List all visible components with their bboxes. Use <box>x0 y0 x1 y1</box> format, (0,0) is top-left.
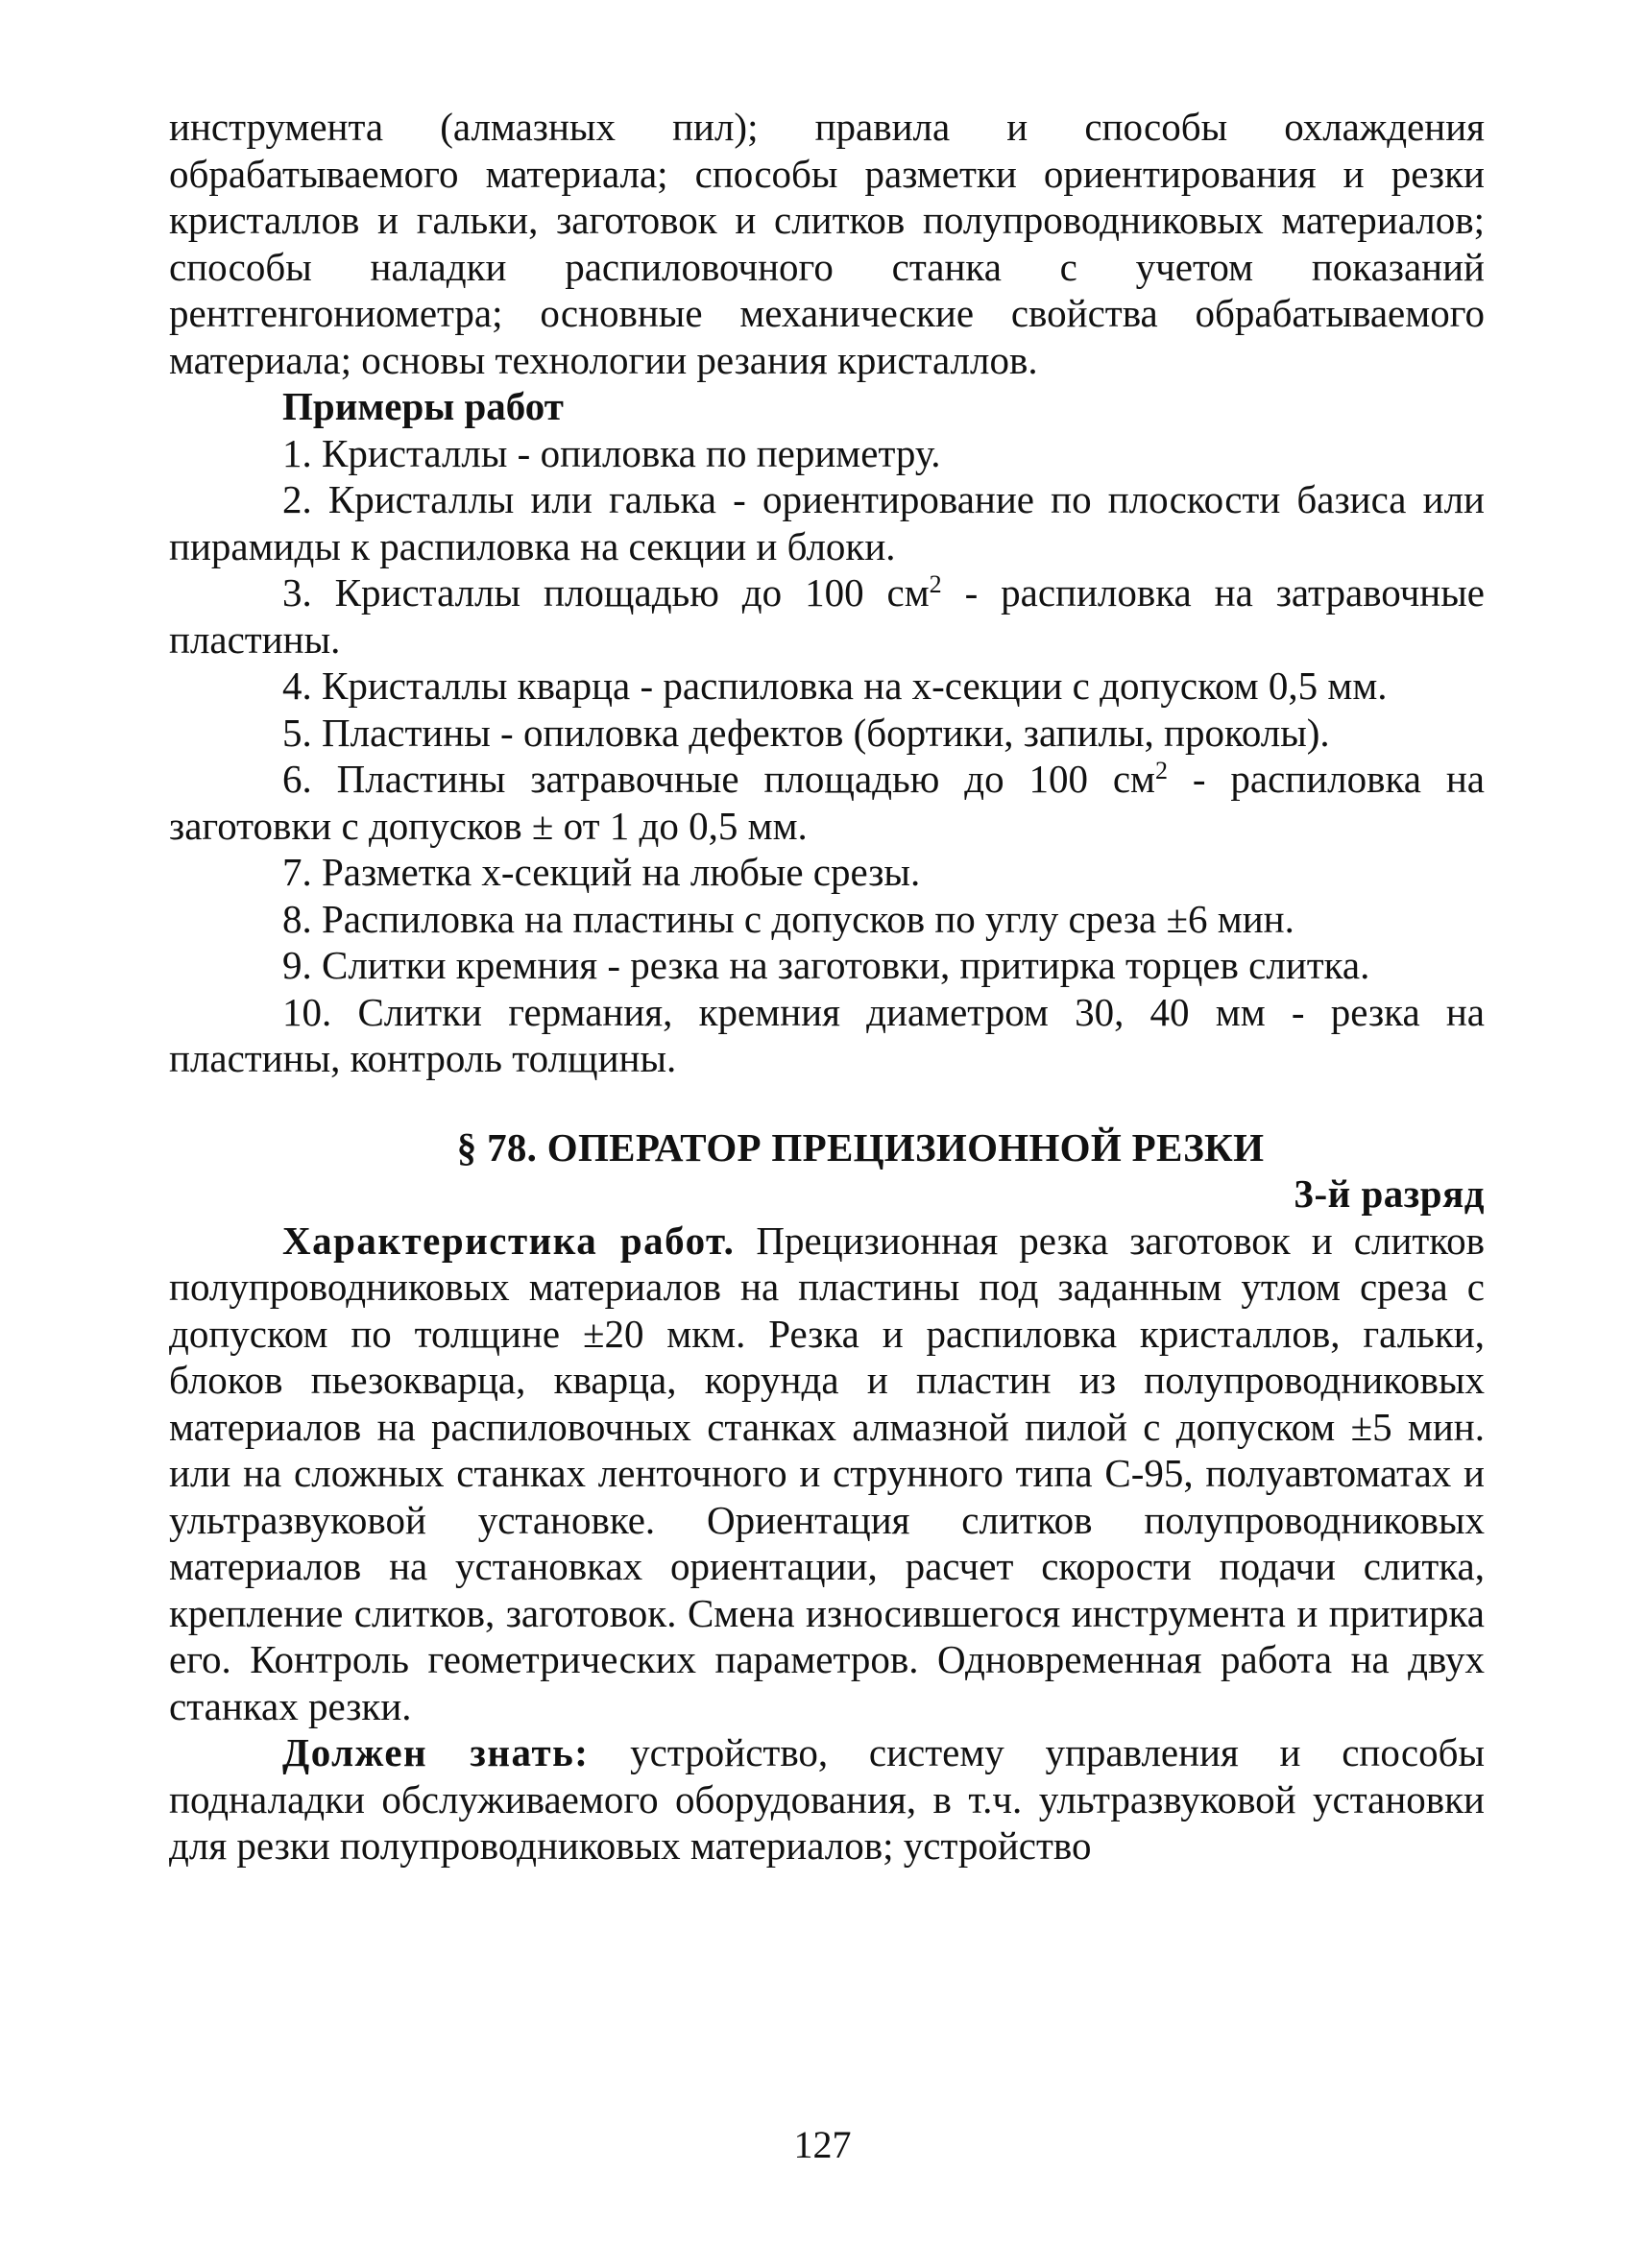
intro-paragraph: инструмента (алмазных пил); правила и способы охлаждения обрабатываемого материала; способы разметки ориентирования и резки кристаллов и гальки, заготовок и слитков полупроводниковых материалов; способы наладки распиловочного станка с учетом показаний рентгенгониометра; основные механические свойства обрабатываемого материала; основы технологии резания кристаллов. <box>169 105 1485 382</box>
example-item-8: 8. Распиловка на пластины с допусков по углу среза ±6 мин. <box>282 896 1294 941</box>
page-body <box>169 104 1485 1870</box>
example-item-6 <box>169 756 1485 849</box>
examples-heading: Примеры работ <box>282 384 564 428</box>
section-title: § 78. ОПЕРАТОР ПРЕЦИЗИОННОЙ РЕЗКИ <box>456 1124 1265 1170</box>
knowledge-label: Должен знать: <box>282 1730 590 1774</box>
example-item-2: 2. Кристаллы или галька - ориентирование по плоскости базиса или пирамиды к распиловка на секции и блоки. <box>169 477 1485 568</box>
characteristics-label: Характеристика работ. <box>282 1218 736 1263</box>
example-item-6-text-end: - распиловка на заготовки с допусков ± от 1 до 0,5 мм. <box>169 757 1485 848</box>
example-item-1: 1. Кристаллы - опиловка по периметру. <box>282 430 941 475</box>
knowledge-text: устройство, систему управления и способы подналадки обслуживаемого оборудования, в т.ч. ультразвуковой установки для резки полупроводниковых материалов; устройство <box>169 1730 1485 1868</box>
example-item-3 <box>169 569 1485 663</box>
example-item-5: 5. Пластины - опиловка дефектов (бортики, запилы, проколы). <box>282 710 1330 755</box>
knowledge-paragraph <box>169 1729 1485 1870</box>
example-item-10: 10. Слитки германия, кремния диаметром 30, 40 мм - резка на пластины, контроль толщины. <box>169 989 1485 1080</box>
example-item-3-text: 3. Кристаллы площадью до 100 см <box>282 570 930 615</box>
grade-label: 3-й разряд <box>1294 1171 1485 1216</box>
example-item-3-text-end: - распиловка на затравочные пластины. <box>169 570 1485 662</box>
example-item-7: 7. Разметка х-секций на любые срезы. <box>282 850 921 894</box>
example-item-6-text: 6. Пластины затравочные площадью до 100 см <box>282 757 1155 801</box>
page-number: 127 <box>793 2123 852 2166</box>
superscript: 2 <box>929 570 942 598</box>
characteristics-text: Прецизионная резка заготовок и слитков полупроводниковых материалов на пластины под заданным утлом среза с допуском по толщине ±20 мкм. Резка и распиловка кристаллов, гальки, блоков пьезокварца, кварца, корунда и пластин из полупроводниковых материалов на распиловочных станках алмазной пилой с допуском ±5 мин. или на сложных станках ленточного и струнного типа С-95, полуавтоматах и ультразвуковой установке. Ориентация слитков полупроводниковых материалов на установках ориентации, расчет скорости подачи слитка, крепление слитков, заготовок. Смена износившегося инструмента и притирка его. Контроль геометрических параметров. Одновременная работа на двух станках резки. <box>169 1218 1485 1728</box>
example-item-4: 4. Кристаллы кварца - распиловка на х-секции с допуском 0,5 мм. <box>282 664 1388 708</box>
example-item-9: 9. Слитки кремния - резка на заготовки, притирка торцев слитка. <box>282 943 1370 987</box>
characteristics-paragraph <box>169 1218 1485 1730</box>
superscript: 2 <box>1154 757 1168 784</box>
